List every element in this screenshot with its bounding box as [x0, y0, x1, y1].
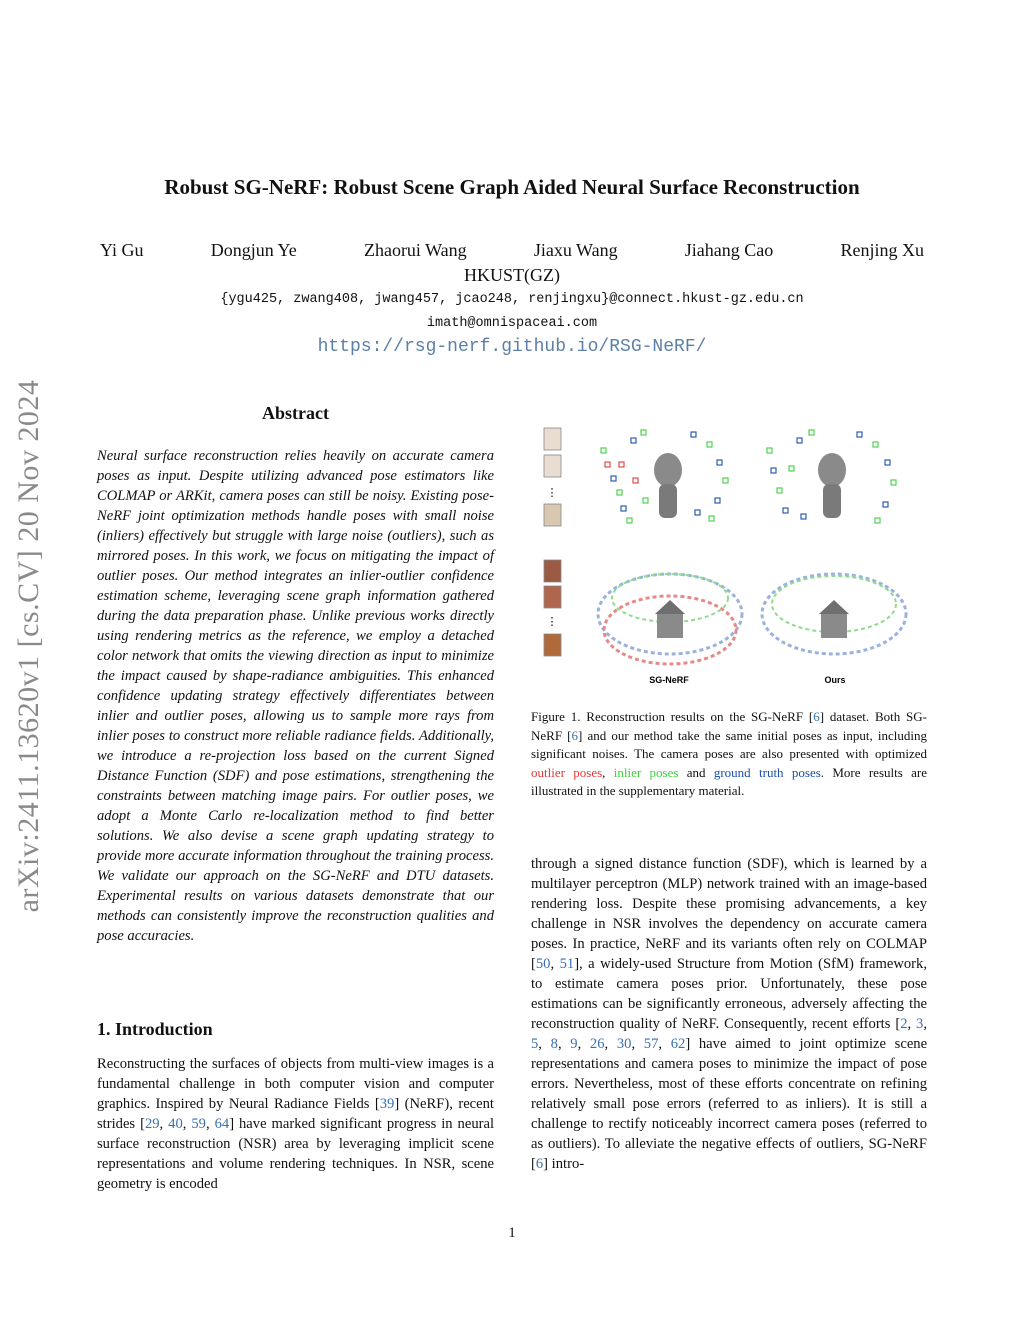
intro-text: ] (NeRF), recent strides [ [97, 1096, 494, 1132]
input-thumbnail [544, 560, 561, 582]
citation-link[interactable]: 30 [616, 1036, 632, 1052]
body-text: ], a widely-used Structure from Motion (SfM) framework, to estimate camera poses prior. Unfortunately, these pose estimations can be significantly erroneous, adversely affecting the reconstruction quality of NeRF. Consequently, recent efforts [ [531, 956, 927, 1032]
inlier-poses-label: inlier poses [613, 764, 679, 780]
separator: , [604, 1036, 617, 1052]
ground-truth-poses-label: ground truth poses [713, 764, 821, 780]
reconstructed-mesh [657, 614, 683, 638]
reconstructed-mesh [821, 614, 847, 638]
figure-1-caption [531, 708, 927, 801]
introduction-paragraph-continued [531, 854, 927, 1174]
citation-link[interactable]: 57 [643, 1036, 659, 1052]
caption-text: ] and our method take the same initial poses as input, including significant noises. The camera poses are also presented with optimized [531, 727, 927, 761]
page-number: 1 [508, 1225, 516, 1241]
reconstructed-mesh [659, 484, 677, 518]
reconstructed-mesh [654, 453, 682, 487]
figure-label-sg-nerf: SG-NeRF [649, 675, 689, 685]
reconstructed-mesh [818, 453, 846, 487]
citation-link[interactable]: 5 [531, 1036, 539, 1052]
separator: , [923, 1016, 927, 1032]
input-thumbnail [544, 586, 561, 608]
intro-text: Reconstructing the surfaces of objects from multi-view images is a fundamental challenge in both computer vision and computer graphics. Inspired by Neural Radiance Fields [ [97, 1056, 494, 1112]
caption-text: ] dataset. Both SG-NeRF [ [531, 709, 927, 743]
outlier-poses-label: outlier poses [531, 764, 603, 780]
citation-link[interactable]: 6 [535, 1156, 544, 1172]
figure-1 [531, 418, 927, 690]
paper-title: Robust SG-NeRF: Robust Scene Graph Aided Neural Surface Reconstruction [164, 175, 860, 199]
abstract-text: Neural surface reconstruction relies heavily on accurate camera poses as input. Despite utilizing advanced pose estimators like COLMAP or ARKit, camera poses can still be noisy. Existing pose-NeRF joint optimization methods handle poses with small noise (inliers) effectively but struggle with large noise (outliers), such as mirrored poses. In this work, we focus on mitigating the impact of outlier poses. Our method integrates an inlier-outlier confidence estimation scheme, leveraging scene graph information gathered during the data preparation phase. Unlike previous works directly using rendering metrics as the reference, we employ a detached color network that omits the viewing direction as input to minimize the impact caused by shape-radiance ambiguities. This enhanced confidence updating strategy effectively differentiates between inlier and outlier poses, allowing us to sample more rays from inlier poses to construct more reliable radiance fields. Additionally, we introduce a re-projection loss based on the current Signed Distance Function (SDF) and pose estimations, strengthening the constraints between matching image pairs. For outlier poses, we adopt a Monte Carlo re-localization method to find better solutions. We also devise a scene graph updating strategy to provide more accurate information throughout the training process. We validate our approach on the SG-NeRF and DTU datasets. Experimental results on various datasets demonstrate that our methods can consistently improve the reconstruction qualities and pose accuracies. [97, 448, 494, 944]
body-text: ] intro- [543, 1156, 585, 1172]
project-url-link[interactable]: https://rsg-nerf.github.io/RSG-NeRF/ [317, 337, 707, 357]
reconstructed-mesh [823, 484, 841, 518]
author-emails: {ygu425, zwang408, jwang457, jcao248, renjingxu}@connect.hkust-gz.edu.cn [220, 292, 804, 307]
input-thumbnail [544, 504, 561, 526]
ellipsis-marker: ⋮ [546, 487, 558, 499]
citation-link[interactable]: 39 [379, 1096, 395, 1112]
introduction-paragraph [97, 1054, 494, 1194]
separator: , [658, 1036, 671, 1052]
citation-link[interactable]: 8 [550, 1036, 558, 1052]
author-name: Zhaorui Wang [363, 240, 467, 260]
introduction-heading: 1. Introduction [97, 1019, 213, 1039]
citation-link[interactable]: 59 [191, 1116, 206, 1132]
citation-link[interactable]: 26 [589, 1036, 605, 1052]
separator: , [205, 1116, 215, 1132]
citation-link[interactable]: 29 [144, 1116, 160, 1132]
author-name: Yi Gu [100, 240, 144, 260]
citation-link[interactable]: 9 [570, 1036, 578, 1052]
citation-link[interactable]: 64 [214, 1116, 230, 1132]
citation-link[interactable]: 6 [813, 709, 820, 724]
author-name: Dongjun Ye [210, 240, 297, 260]
caption-text: and [678, 764, 714, 780]
input-thumbnail [544, 428, 561, 450]
citation-link[interactable]: 50 [535, 956, 551, 972]
citation-link[interactable]: 3 [916, 1016, 924, 1032]
input-thumbnail [544, 455, 561, 477]
author-name: Renjing Xu [840, 240, 924, 260]
ellipsis-marker: ⋮ [546, 616, 558, 628]
figure-label-ours: Ours [824, 675, 846, 685]
author-name: Jiaxu Wang [533, 240, 618, 260]
separator: , [557, 1036, 571, 1052]
figure-1-graphic [531, 418, 927, 690]
input-thumbnail [544, 634, 561, 656]
caption-text: . More results are illustrated in the supplementary material. [531, 764, 927, 798]
body-text: ] have aimed to joint optimize scene representations and camera poses to minimize the impact of pose errors. Nevertheless, most of these efforts concentrate on refining relatively small pose errors (referred to as inliers). It is still a challenge to rectify noticeably incorrect camera poses (referred to as outliers). To alleviate the negative effects of outliers, SG-NeRF [ [531, 1036, 928, 1172]
caption-text: , [602, 764, 614, 780]
separator: , [538, 1036, 551, 1052]
body-text: through a signed distance function (SDF), which is learned by a multilayer perceptron (MLP) network trained with an image-based rendering loss. Despite these promising advancements, a key challenge in NSR involves the dependency on accurate camera poses. In practice, NeRF and its variants often rely on COLMAP [ [531, 856, 927, 972]
author-list [100, 240, 924, 261]
citation-link[interactable]: 40 [168, 1116, 183, 1132]
separator: , [907, 1016, 917, 1032]
contact-email: imath@omnispaceai.com [426, 316, 598, 331]
author-name: Jiahang Cao [684, 240, 774, 260]
citation-link[interactable]: 2 [900, 1016, 908, 1032]
abstract-heading: Abstract [262, 403, 329, 423]
separator: , [550, 956, 560, 972]
reconstructed-mesh [819, 600, 849, 614]
caption-text: Figure 1. Reconstruction results on the SG-NeRF [ [531, 709, 814, 724]
separator: , [159, 1116, 169, 1132]
affiliation: HKUST(GZ) [464, 265, 560, 285]
separator: , [182, 1116, 192, 1132]
citation-link[interactable]: 62 [670, 1036, 686, 1052]
separator: , [577, 1036, 590, 1052]
separator: , [631, 1036, 644, 1052]
reconstructed-mesh [655, 600, 685, 614]
citation-link[interactable]: 51 [559, 956, 575, 972]
intro-text: ] have marked significant progress in neural surface reconstruction (NSR) area by leveraging implicit scene representations and volume rendering techniques. In NSR, scene geometry is encoded [97, 1116, 495, 1192]
citation-link[interactable]: 6 [571, 727, 578, 743]
arxiv-identifier: arXiv:2411.13620v1 [cs.CV] 20 Nov 2024 [12, 379, 45, 913]
